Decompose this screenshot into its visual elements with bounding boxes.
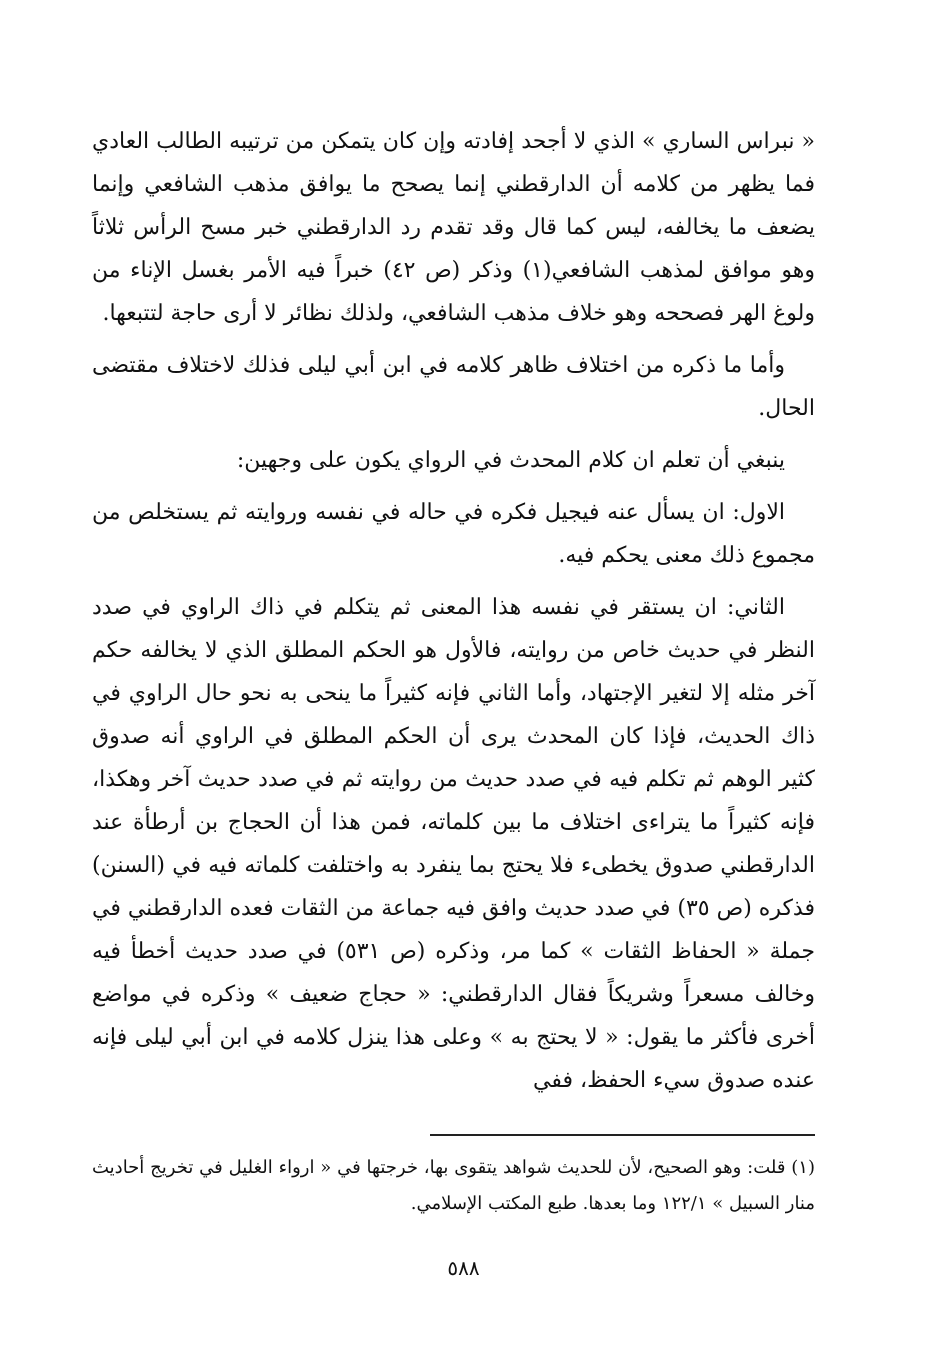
footnote: (١) قلت: وهو الصحيح، لأن للحديث شواهد يتقوى بها، خرجتها في « ارواء الغليل في تخريج أحاديث منار السبيل » ١٢٢/١ وما بعدها. طبع المكتب الإسلامي. [92,1157,815,1214]
paragraph-ibn-abi-layla: وأما ما ذكره من اختلاف ظاهر كلامه في ابن أبي ليلى فذلك لاختلاف مقتضى الحال. [92,353,815,421]
footnote-divider [430,1134,815,1136]
paragraph-nibras: « نبراس الساري » الذي لا أجحد إفادته وإن كان يتمكن من ترتيبه الطالب العادي فما يظهر من كلامه أن الدارقطني إنما يصحح ما يوافق مذهب الشافعي وإنما يضعف ما يخالفه، ليس كما قال وقد تقدم رد الدارقطني خبر مسح الرأس ثلاثاً وهو موافق لمذهب الشافعي(١) وذكر (ص ٤٢) خبراً فيه الأمر بغسل الإناء من ولوغ الهر فصححه وهو خلاف مذهب الشافعي، ولذلك نظائر لا أرى حاجة لتتبعها. [92,129,815,326]
paragraph-second-aspect: الثاني: ان يستقر في نفسه هذا المعنى ثم يتكلم في ذاك الراوي في صدد النظر في حديث خاص من روايته، فالأول هو الحكم المطلق الذي لا يخالفه حكم آخر مثله إلا لتغير الإجتهاد، وأما الثاني فإنه كثيراً ما ينحى به نحو حال الراوي في ذاك الحديث، فإذا كان المحدث يرى أن الحكم المطلق في الراوي أنه صدوق كثير الوهم ثم تكلم فيه في صدد حديث من روايته ثم في صدد حديث آخر وهكذا، فإنه كثيراً ما يتراءى اختلاف ما بين كلماته، فمن هذا أن الحجاج بن أرطأة عند الدارقطني صدوق يخطىء فلا يحتج بما ينفرد به واختلفت كلماته فيه في (السنن) فذكره (ص ٣٥) في صدد حديث وافق فيه جماعة من الثقات فعده الدارقطني في جملة « الحفاظ الثقات » كما مر، وذكره (ص ٥٣١) في صدد حديث أخطأ فيه وخالف مسعراً وشريكاً فقال الدارقطني: « حجاج ضعيف » وذكره في مواضع أخرى فأكثر ما يقول: « لا يحتج به » وعلى هذا ينزل كلامه في ابن أبي ليلى فإنه عنده صدوق سيء الحفظ، ففي [92,595,815,1093]
paragraph-two-aspects: ينبغي أن تعلم ان كلام المحدث في الرواي يكون على وجهين: [236,448,785,473]
paragraph-first-aspect: الاول: ان يسأل عنه فيجيل فكره في حاله في نفسه وروايته ثم يستخلص من مجموع ذلك معنى يحكم فيه. [92,500,815,568]
main-text [92,120,815,1102]
page-number: ٥٨٨ [447,1256,480,1280]
